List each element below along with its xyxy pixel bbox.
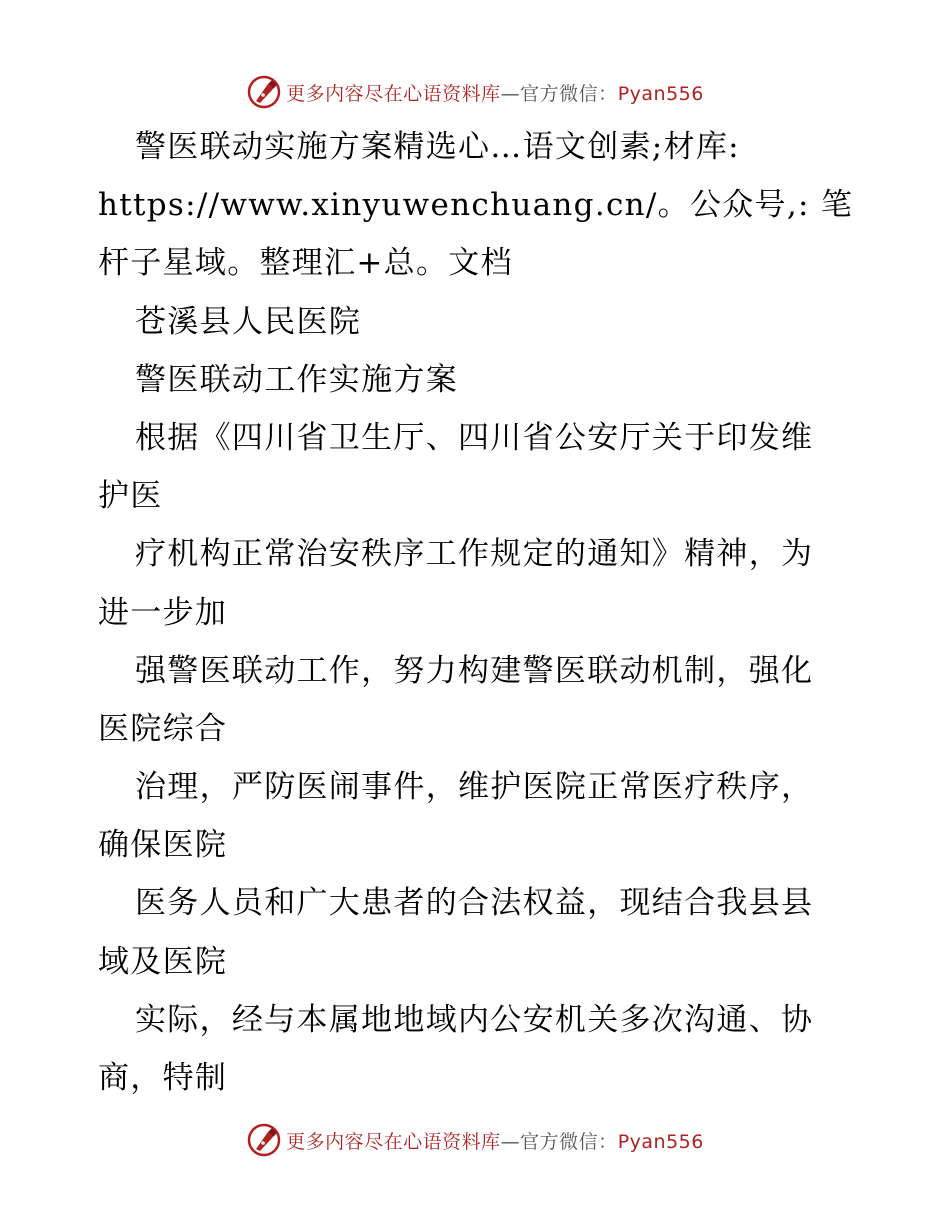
text-line: 警医联动实施方案精选心…语文创素;材库: <box>135 129 740 165</box>
text-line: 医院综合 <box>98 710 228 747</box>
pen-nib-logo-icon <box>246 1122 282 1158</box>
text-line: 医务人员和广大患者的合法权益，现结合我县县 <box>135 885 814 922</box>
banner-wechat-id: Pyan556 <box>617 82 704 105</box>
text-line: 强警医联动工作，努力构建警医联动机制，强化 <box>135 652 814 689</box>
document-body <box>98 118 858 1107</box>
pen-nib-logo-icon <box>246 74 282 110</box>
text-line: 杆子星域。整理汇+总。文档 <box>98 245 513 282</box>
text-line: 实际，经与本属地地域内公安机关多次沟通、协 <box>135 1001 814 1038</box>
text-line: 根据《四川省卫生厅、四川省公安厅关于印发维 <box>135 419 814 456</box>
hospital-name: 苍溪县人民医院 <box>135 303 362 340</box>
footer-banner <box>0 1118 950 1162</box>
text-line: 治理，严防医闹事件，维护医院正常医疗秩序， <box>135 769 814 806</box>
banner-wechat-label: 官方微信： <box>520 1130 618 1153</box>
banner-dash: — <box>500 1130 521 1153</box>
banner-dash: — <box>500 82 521 105</box>
document-title: 警医联动工作实施方案 <box>135 361 458 398</box>
text-line: 进一步加 <box>98 594 228 631</box>
text-line: 确保医院 <box>98 827 228 864</box>
banner-main-text: 更多内容尽在心语资料库 <box>286 1130 501 1153</box>
text-line: 护医 <box>98 478 163 515</box>
banner-wechat-id: Pyan556 <box>617 1130 704 1153</box>
text-line: 疗机构正常治安秩序工作规定的通知》精神，为 <box>135 536 814 573</box>
banner-main-text: 更多内容尽在心语资料库 <box>286 82 501 105</box>
text-line: 商，特制 <box>98 1060 228 1096</box>
text-line: https://www.xinyuwenchuang.cn/。公众号,: 笔 <box>98 187 854 224</box>
text-line: 域及医院 <box>98 943 228 980</box>
header-banner <box>0 70 950 114</box>
banner-text <box>286 1127 704 1154</box>
banner-text <box>286 79 704 106</box>
banner-wechat-label: 官方微信： <box>520 82 618 105</box>
